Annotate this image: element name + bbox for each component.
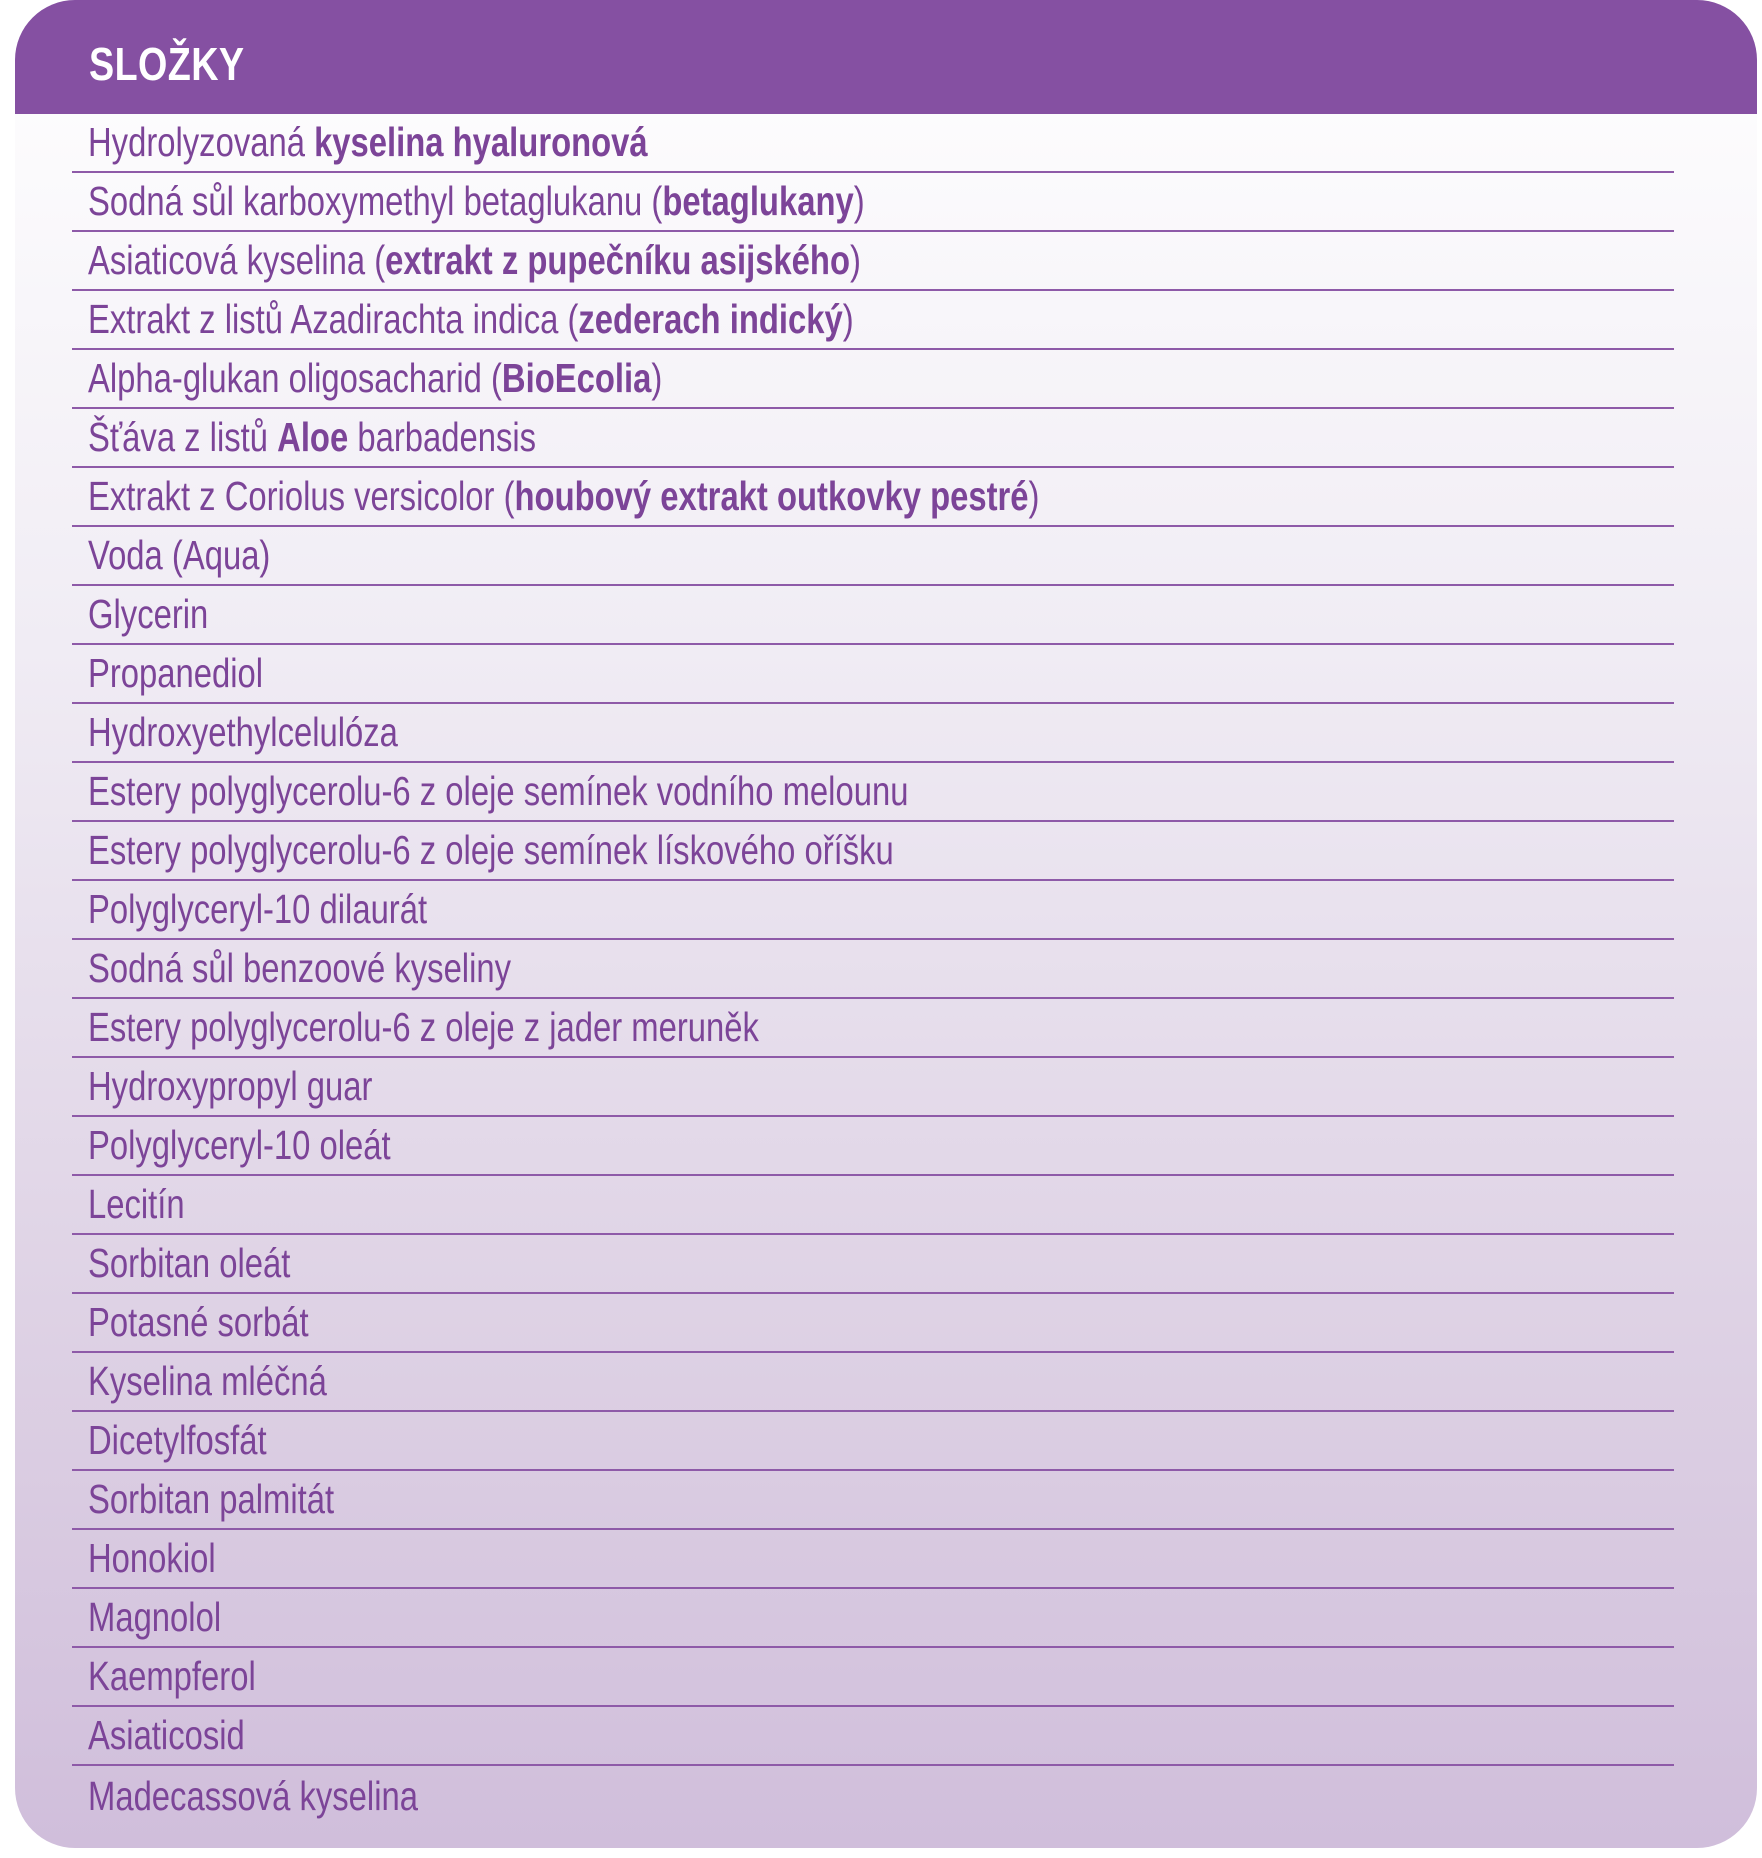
ingredient-highlight: extrakt z pupečníku asijského	[385, 237, 850, 283]
ingredient-text	[88, 237, 861, 283]
ingredient-row	[72, 1412, 1674, 1471]
ingredient-row	[72, 822, 1674, 881]
ingredient-text	[88, 1122, 391, 1168]
ingredient-highlight: Aloe	[277, 414, 349, 460]
ingredient-text-part: Magnolol	[88, 1594, 222, 1640]
ingredient-text-part: )	[842, 296, 854, 342]
ingredient-text-part: Šťáva z listů	[88, 414, 278, 460]
ingredient-row	[72, 291, 1674, 350]
ingredient-row	[72, 1766, 1674, 1825]
ingredient-text-part: Sorbitan oleát	[88, 1240, 291, 1286]
ingredient-row	[72, 468, 1674, 527]
ingredient-text-part: Dicetylfosfát	[88, 1417, 267, 1463]
ingredient-row	[72, 999, 1674, 1058]
ingredient-row	[72, 645, 1674, 704]
ingredient-text	[88, 1358, 327, 1404]
ingredient-text	[88, 178, 865, 224]
ingredient-text-part: Potasné sorbát	[88, 1299, 309, 1345]
ingredient-text-part: Propanediol	[88, 650, 264, 696]
card-header	[15, 0, 1757, 114]
ingredient-text-part: Kaempferol	[88, 1653, 256, 1699]
ingredient-text-part: Sodná sůl benzoové kyseliny	[88, 945, 512, 991]
ingredient-text-part: Lecitín	[88, 1181, 185, 1227]
ingredient-row	[72, 350, 1674, 409]
ingredient-text-part: Extrakt z Coriolus versicolor (	[88, 473, 515, 519]
ingredient-text-part: )	[853, 178, 865, 224]
ingredient-text	[88, 414, 536, 460]
ingredient-text	[88, 119, 648, 165]
ingredient-row	[72, 1117, 1674, 1176]
ingredient-text-part: Honokiol	[88, 1535, 216, 1581]
ingredient-text-part: Estery polyglycerolu-6 z oleje semínek lískového oříšku	[88, 827, 894, 873]
ingredient-text-part: Kyselina mléčná	[88, 1358, 327, 1404]
ingredient-highlight: BioEcolia	[501, 355, 652, 401]
ingredient-text-part: Polyglyceryl-10 dilaurát	[88, 886, 428, 932]
ingredient-text-part: Asiaticosid	[88, 1712, 245, 1758]
ingredient-text-part: Madecassová kyselina	[88, 1773, 418, 1819]
ingredients-card	[15, 0, 1757, 1848]
ingredient-text-part: barbadensis	[348, 414, 537, 460]
ingredient-row	[72, 1648, 1674, 1707]
ingredient-text	[88, 886, 427, 932]
ingredient-text-part: )	[849, 237, 861, 283]
ingredient-text-part: Hydrolyzovaná	[88, 119, 315, 165]
ingredient-row	[72, 940, 1674, 999]
ingredient-row	[72, 409, 1674, 468]
ingredient-text-part: )	[651, 355, 663, 401]
ingredient-text-part: Hydroxyethylcelulóza	[88, 709, 398, 755]
ingredient-row	[72, 114, 1674, 173]
ingredient-row	[72, 1058, 1674, 1117]
ingredient-text	[88, 591, 208, 637]
ingredient-text-part: Glycerin	[88, 591, 209, 637]
ingredient-text	[88, 709, 398, 755]
ingredient-text-part: Sorbitan palmitát	[88, 1476, 335, 1522]
ingredient-row	[72, 1707, 1674, 1766]
ingredient-row	[72, 1353, 1674, 1412]
ingredient-highlight: zederach indický	[578, 296, 843, 342]
ingredient-text	[88, 1063, 372, 1109]
ingredient-text-part: )	[1028, 473, 1040, 519]
ingredient-row	[72, 232, 1674, 291]
ingredient-row	[72, 763, 1674, 822]
ingredient-text	[88, 1417, 267, 1463]
ingredient-text	[88, 768, 908, 814]
ingredient-text	[88, 296, 854, 342]
ingredient-text	[88, 945, 511, 991]
ingredient-highlight: kyselina hyaluronová	[314, 119, 648, 165]
ingredient-row	[72, 1235, 1674, 1294]
ingredient-text	[88, 1240, 290, 1286]
ingredient-text-part: Hydroxypropyl guar	[88, 1063, 373, 1109]
ingredient-list	[72, 114, 1674, 1825]
card-title: SLOŽKY	[89, 38, 245, 90]
ingredient-text	[88, 473, 1039, 519]
ingredient-text	[88, 650, 263, 696]
ingredient-highlight: houbový extrakt outkovky pestré	[514, 473, 1029, 519]
ingredient-row	[72, 1471, 1674, 1530]
ingredient-row	[72, 704, 1674, 763]
ingredient-row	[72, 1530, 1674, 1589]
ingredient-text	[88, 1181, 185, 1227]
ingredient-text	[88, 1004, 759, 1050]
ingredient-text-part: Extrakt z listů Azadirachta indica (	[88, 296, 579, 342]
ingredient-text	[88, 1299, 309, 1345]
ingredient-text	[88, 1773, 418, 1819]
ingredient-text-part: Polyglyceryl-10 oleát	[88, 1122, 391, 1168]
ingredient-text-part: Estery polyglycerolu-6 z oleje z jader meruněk	[88, 1004, 759, 1050]
ingredient-row	[72, 527, 1674, 586]
ingredient-row	[72, 881, 1674, 940]
ingredient-row	[72, 1294, 1674, 1353]
ingredient-text	[88, 1535, 216, 1581]
ingredient-text	[88, 1594, 221, 1640]
ingredient-text-part: Sodná sůl karboxymethyl betaglukanu (	[88, 178, 663, 224]
ingredient-text-part: Asiaticová kyselina (	[88, 237, 386, 283]
ingredient-text	[88, 1476, 334, 1522]
ingredient-row	[72, 173, 1674, 232]
ingredient-text	[88, 827, 894, 873]
ingredient-text	[88, 532, 270, 578]
ingredient-text-part: Voda (Aqua)	[88, 532, 271, 578]
ingredient-text	[88, 355, 662, 401]
ingredient-highlight: betaglukany	[662, 178, 854, 224]
ingredient-text-part: Estery polyglycerolu-6 z oleje semínek vodního melounu	[88, 768, 909, 814]
ingredient-text	[88, 1653, 256, 1699]
ingredient-row	[72, 1589, 1674, 1648]
ingredient-text	[88, 1712, 245, 1758]
ingredient-row	[72, 586, 1674, 645]
ingredient-row	[72, 1176, 1674, 1235]
ingredient-text-part: Alpha-glukan oligosacharid (	[88, 355, 502, 401]
